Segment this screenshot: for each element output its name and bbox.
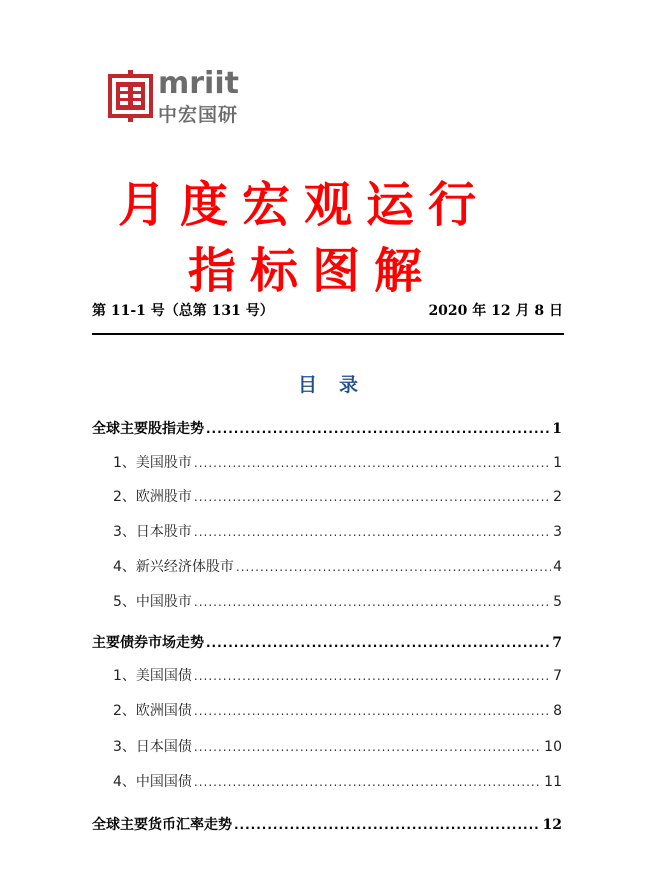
toc-item-japan-bonds[interactable]: [113, 736, 562, 756]
toc-page: 7: [553, 668, 562, 684]
toc-leader: [194, 740, 542, 754]
toc-title: 目录: [297, 374, 380, 396]
toc-page: 1: [552, 421, 562, 437]
toc-label: 3、日本股市: [113, 524, 192, 540]
toc-page: 1: [553, 455, 562, 471]
toc-page: 12: [542, 817, 562, 833]
toc-page: 4: [553, 559, 562, 575]
toc-leader: [206, 422, 550, 436]
logo-text-en: mriit: [158, 66, 239, 101]
publish-date: 2020 年 12 月 8 日: [428, 303, 563, 319]
issue-number: 第 11-1 号（总第 131 号）: [92, 303, 274, 319]
toc-leader: [194, 456, 551, 470]
toc-label: 1、美国股市: [113, 455, 192, 471]
report-title-line1: 月度宏观运行: [118, 177, 491, 233]
toc-leader: [194, 704, 551, 718]
toc-item-emerging-stocks[interactable]: [113, 556, 562, 576]
toc-leader: [194, 525, 551, 539]
toc-page: 8: [553, 703, 562, 719]
toc-item-europe-bonds[interactable]: [113, 700, 562, 720]
toc-item-japan-stocks[interactable]: [113, 521, 562, 541]
toc-item-china-stocks[interactable]: [113, 591, 562, 611]
toc-label: 主要债券市场走势: [92, 635, 204, 651]
toc-leader: [234, 818, 541, 832]
toc-page: 2: [553, 489, 562, 505]
toc-leader: [194, 595, 551, 609]
toc-label: 4、新兴经济体股市: [113, 559, 234, 575]
toc-label: 全球主要股指走势: [92, 421, 204, 437]
logo-mark-icon: [108, 70, 153, 122]
toc-page: 10: [544, 739, 562, 755]
toc-item-us-bonds[interactable]: [113, 665, 562, 685]
toc-item-europe-stocks[interactable]: [113, 486, 562, 506]
toc-section-currency[interactable]: [92, 814, 562, 834]
logo-text-cn: 中宏国研: [158, 104, 239, 126]
toc-page: 5: [553, 594, 562, 610]
toc-leader: [194, 669, 551, 683]
toc-page: 7: [552, 635, 562, 651]
toc-label: 5、中国股市: [113, 594, 192, 610]
report-title-line2: 指标图解: [188, 243, 437, 299]
toc-section-stock-indices[interactable]: [92, 418, 562, 438]
header-divider: [92, 333, 564, 335]
toc-section-bond-markets[interactable]: [92, 632, 562, 652]
toc-item-us-stocks[interactable]: [113, 452, 562, 472]
toc-leader: [206, 636, 550, 650]
toc-label: 2、欧洲国债: [113, 703, 192, 719]
toc-label: 1、美国国债: [113, 668, 192, 684]
toc-leader: [194, 490, 551, 504]
toc-label: 2、欧洲股市: [113, 489, 192, 505]
toc-page: 11: [544, 774, 562, 790]
toc-label: 4、中国国债: [113, 774, 192, 790]
toc-leader: [194, 775, 542, 789]
toc-label: 全球主要货币汇率走势: [92, 817, 232, 833]
toc-leader: [236, 560, 551, 574]
toc-label: 3、日本国债: [113, 739, 192, 755]
toc-item-china-bonds[interactable]: [113, 771, 562, 791]
logo: [108, 66, 248, 126]
toc-page: 3: [553, 524, 562, 540]
